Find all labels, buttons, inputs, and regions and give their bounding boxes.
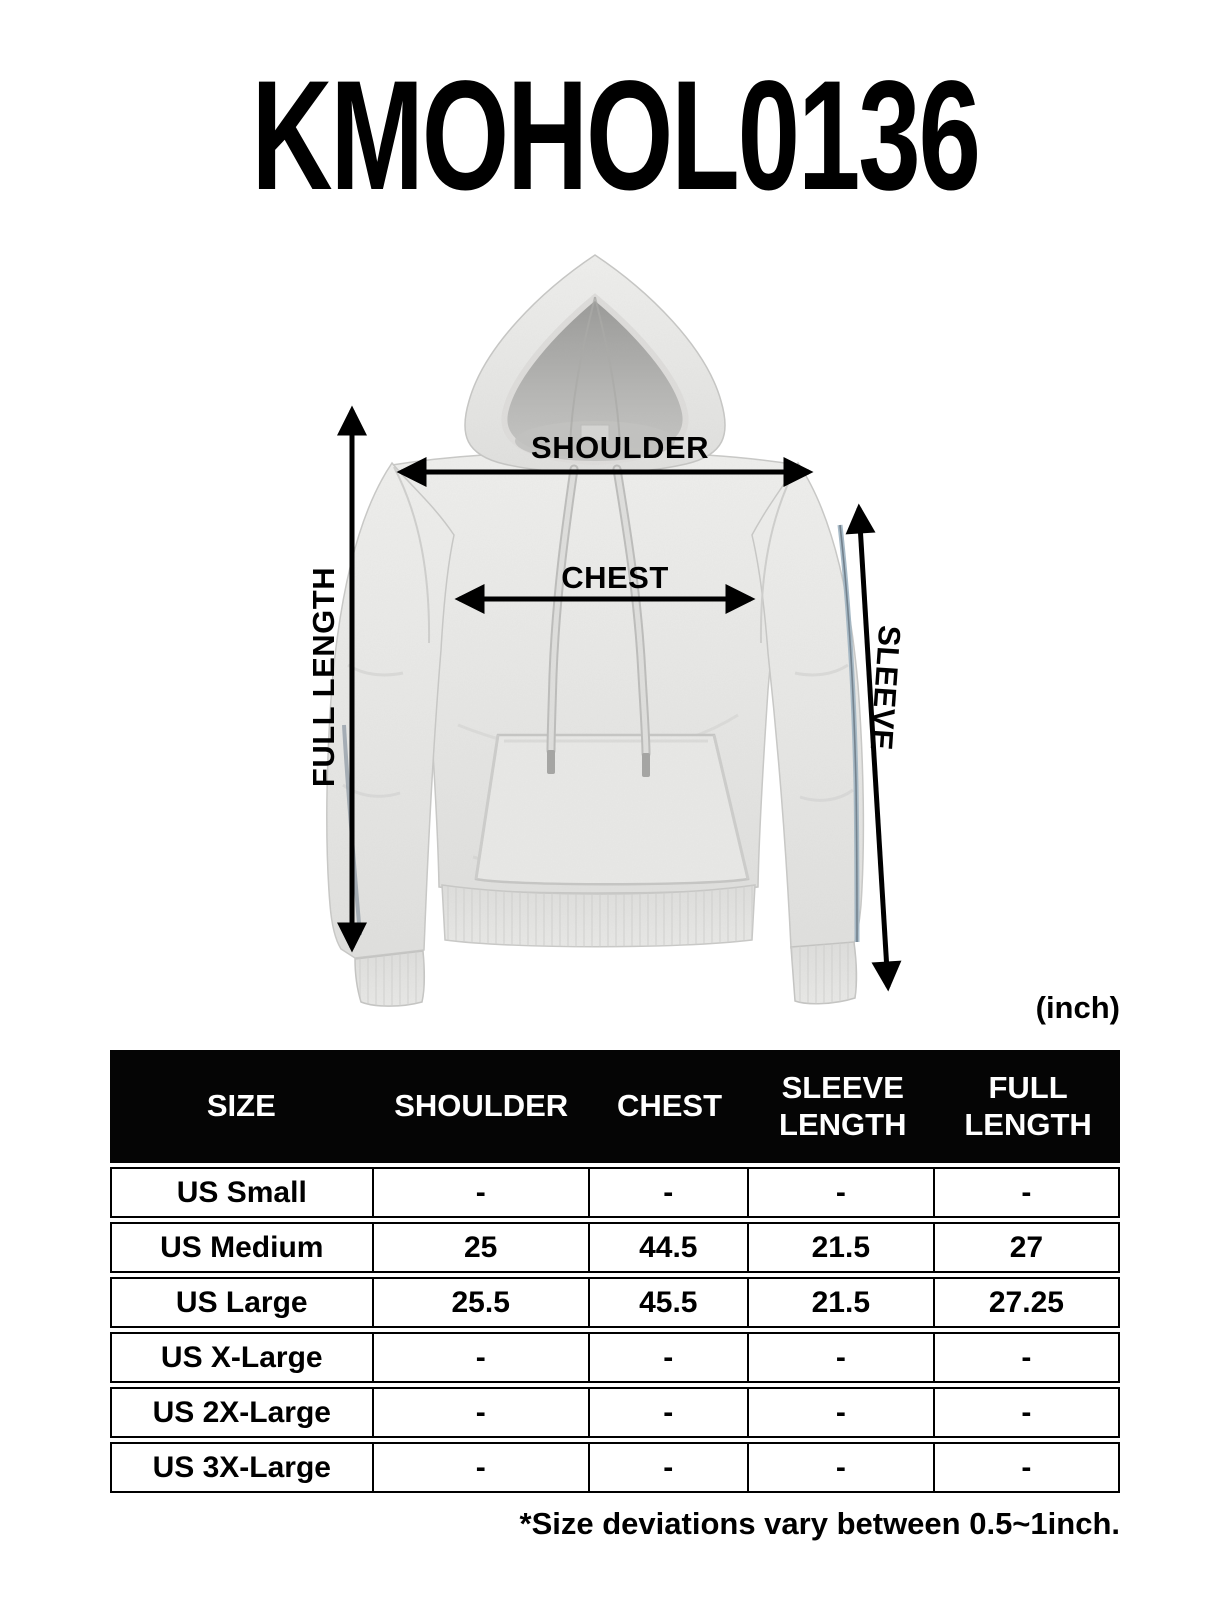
column-header-shoulder: SHOULDER — [394, 1088, 569, 1124]
table-row — [110, 1442, 1120, 1493]
sleeve-length-value: - — [749, 1169, 935, 1216]
hoodie-measurement-diagram — [308, 245, 930, 1025]
shoulder-value: - — [374, 1334, 590, 1381]
column-header-size: SIZE — [206, 1088, 276, 1124]
column-header-full-length: FULL LENGTH — [964, 1069, 1092, 1142]
hoodie-illustration — [308, 245, 930, 1025]
size-name: US X-Large — [112, 1334, 374, 1381]
chest-value: - — [590, 1169, 749, 1216]
column-header-chest: CHEST — [616, 1088, 723, 1124]
chest-value: - — [590, 1444, 749, 1491]
column-header-sleeve-length: SLEEVE LENGTH — [779, 1069, 907, 1142]
full-length-measure-label: FULL LENGTH — [306, 566, 341, 788]
size-deviation-note: *Size deviations vary between 0.5~1inch. — [519, 1506, 1120, 1541]
table-row — [110, 1167, 1120, 1218]
shoulder-value: - — [374, 1169, 590, 1216]
shoulder-value: - — [374, 1389, 590, 1436]
full-length-value: - — [1021, 1450, 1032, 1484]
size-name: US Large — [112, 1279, 374, 1326]
size-name: US 2X-Large — [112, 1389, 374, 1436]
table-row — [110, 1387, 1120, 1438]
full-length-value: - — [1021, 1340, 1032, 1374]
size-table — [110, 1050, 1120, 1493]
full-length-value: - — [1021, 1175, 1032, 1209]
unit-note: (inch) — [1035, 990, 1120, 1025]
chest-value: 44.5 — [590, 1224, 749, 1271]
table-row — [110, 1332, 1120, 1383]
sleeve-length-value: 21.5 — [749, 1224, 935, 1271]
sleeve-length-value: - — [749, 1444, 935, 1491]
shoulder-value: - — [374, 1444, 590, 1491]
chest-measure-label: CHEST — [561, 560, 669, 595]
sleeve-length-value: - — [749, 1334, 935, 1381]
size-name: US Medium — [112, 1224, 374, 1271]
size-name: US Small — [112, 1169, 374, 1216]
shoulder-value: 25 — [374, 1224, 590, 1271]
size-name: US 3X-Large — [112, 1444, 374, 1491]
size-table-header — [110, 1050, 1120, 1163]
full-length-value: 27.25 — [988, 1285, 1064, 1319]
full-length-value: 27 — [1009, 1230, 1044, 1264]
product-code: KMOHOL0136 — [251, 49, 979, 223]
shoulder-measure-label: SHOULDER — [531, 430, 709, 465]
table-row — [110, 1222, 1120, 1273]
page-title — [0, 49, 1230, 223]
table-row — [110, 1277, 1120, 1328]
shoulder-value: 25.5 — [374, 1279, 590, 1326]
chest-value: - — [590, 1334, 749, 1381]
chest-value: 45.5 — [590, 1279, 749, 1326]
chest-value: - — [590, 1389, 749, 1436]
sleeve-length-value: - — [749, 1389, 935, 1436]
sleeve-length-value: 21.5 — [749, 1279, 935, 1326]
sleeve-measure-label: SLEEVE — [863, 624, 908, 752]
full-length-value: - — [1021, 1395, 1032, 1429]
